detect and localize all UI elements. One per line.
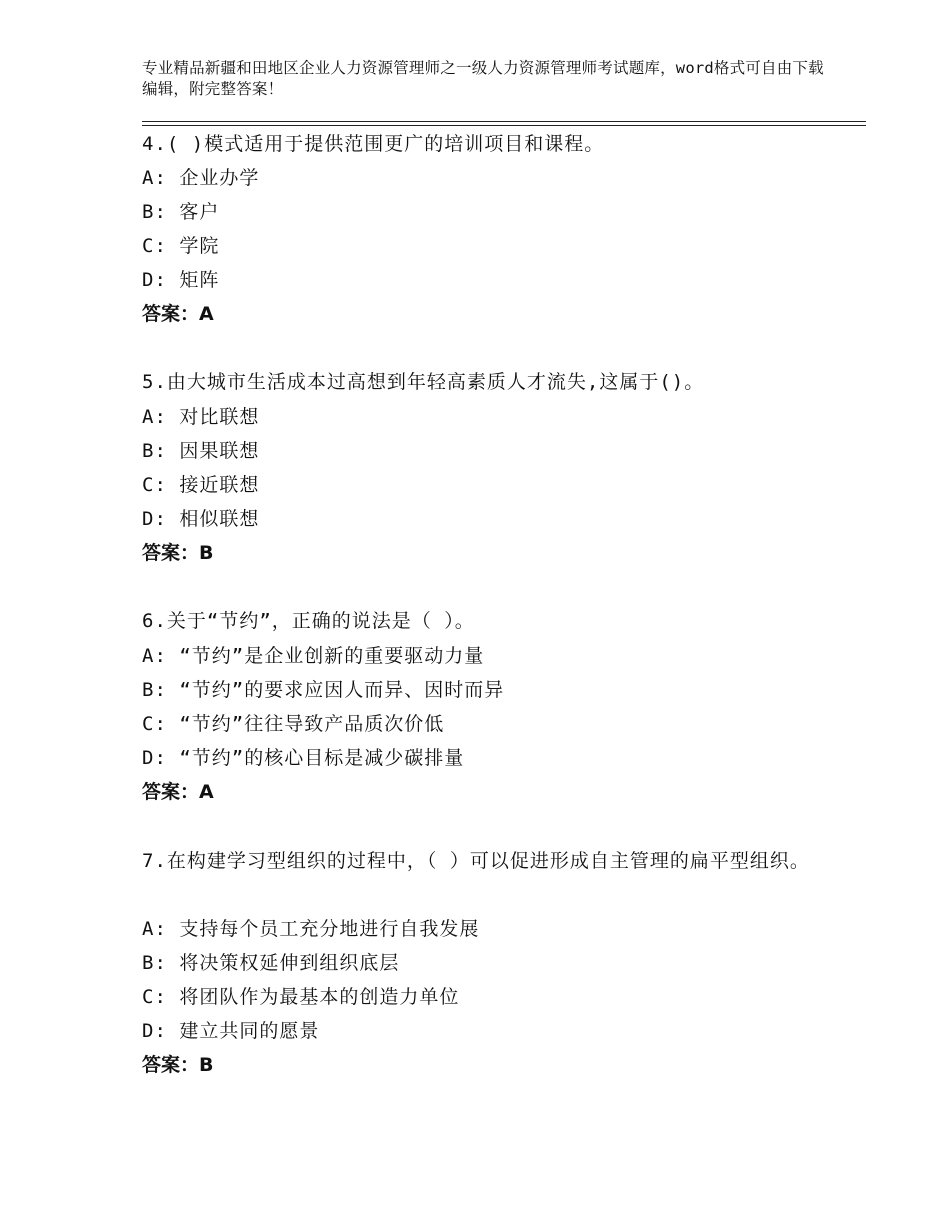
header-rule-top <box>142 121 866 122</box>
question-6-option-b: B: “节约”的要求应因人而异、因时而异 <box>142 679 505 701</box>
question-7-text: 7.在构建学习型组织的过程中，（ ）可以促进形成自主管理的扁平型组织。 <box>142 850 810 872</box>
question-5-option-c: C: 接近联想 <box>142 474 260 496</box>
question-4-text: 4.( )模式适用于提供范围更广的培训项目和课程。 <box>142 133 605 155</box>
question-4-option-a: A: 企业办学 <box>142 167 260 189</box>
question-4-option-c: C: 学院 <box>142 235 220 257</box>
question-6-option-c: C: “节约”往往导致产品质次价低 <box>142 713 445 735</box>
question-7-answer: 答案：B <box>142 1054 214 1076</box>
header-rule-bottom <box>142 125 866 126</box>
question-6-option-d: D: “节约”的核心目标是减少碳排量 <box>142 747 465 769</box>
question-7-option-c: C: 将团队作为最基本的创造力单位 <box>142 986 460 1008</box>
question-4-option-d: D: 矩阵 <box>142 269 220 291</box>
question-5-answer: 答案：B <box>142 542 214 564</box>
question-6-text: 6.关于“节约”，正确的说法是（ ）。 <box>142 610 475 632</box>
question-5-text: 5.由大城市生活成本过高想到年轻高素质人才流失,这属于()。 <box>142 371 705 393</box>
question-7-option-a: A: 支持每个员工充分地进行自我发展 <box>142 918 480 940</box>
document-header: 专业精品新疆和田地区企业人力资源管理师之一级人力资源管理师考试题库，word格式可自由下载编辑，附完整答案！ <box>142 59 824 98</box>
question-6-option-a: A: “节约”是企业创新的重要驱动力量 <box>142 645 485 667</box>
question-5-option-a: A: 对比联想 <box>142 406 260 428</box>
question-4-option-b: B: 客户 <box>142 201 220 223</box>
question-7-option-b: B: 将决策权延伸到组织底层 <box>142 952 400 974</box>
question-7-option-d: D: 建立共同的愿景 <box>142 1020 320 1042</box>
question-4-answer: 答案：A <box>142 303 214 325</box>
question-5-option-d: D: 相似联想 <box>142 508 260 530</box>
question-6-answer: 答案：A <box>142 781 214 803</box>
question-5-option-b: B: 因果联想 <box>142 440 260 462</box>
